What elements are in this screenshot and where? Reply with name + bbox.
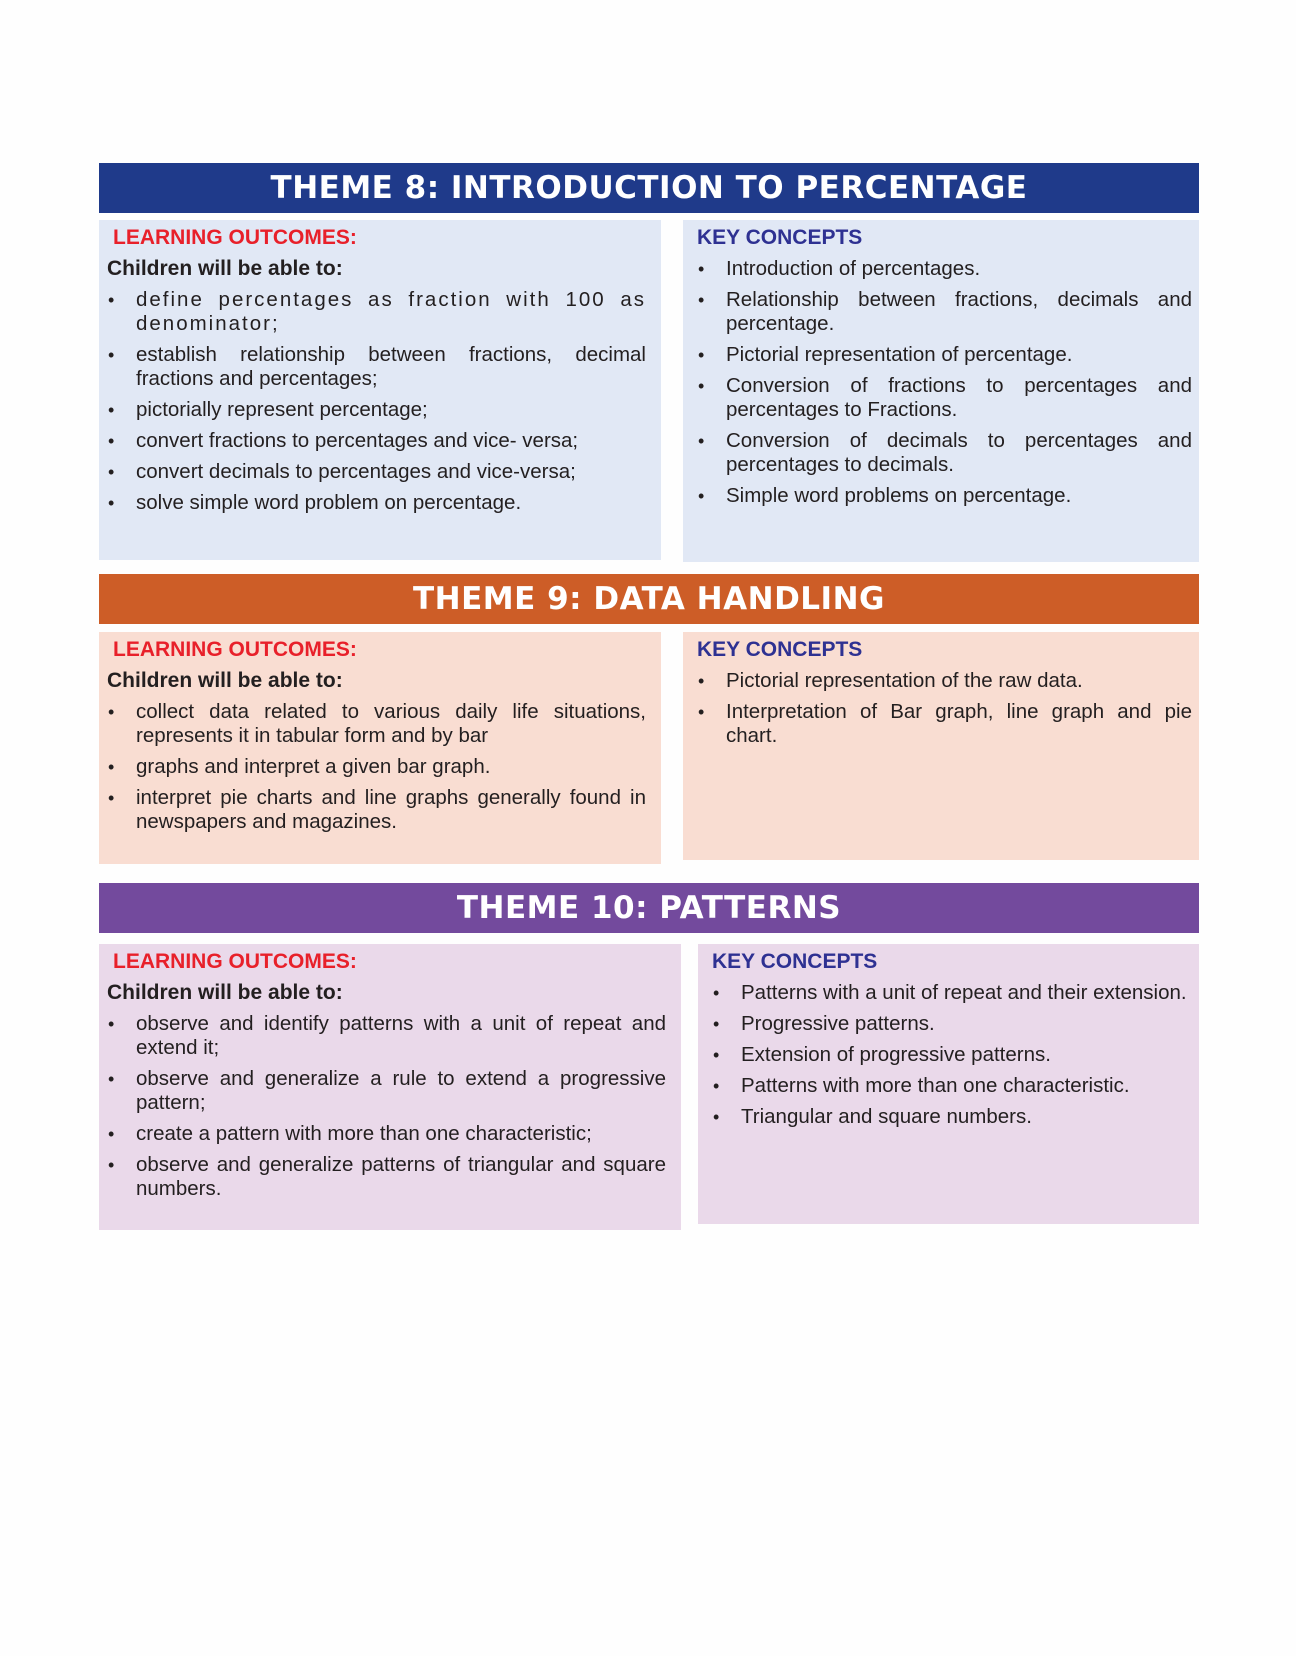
key-concepts-heading: KEY CONCEPTS (697, 226, 863, 249)
theme-10-learning-outcomes-panel (99, 944, 681, 1230)
learning-outcomes-heading: LEARNING OUTCOMES: (113, 226, 357, 249)
list-item: • Triangular and square numbers. (712, 1105, 1192, 1129)
list-item: • convert decimals to percentages and vice-versa; (107, 460, 646, 484)
list-item: • create a pattern with more than one characteristic; (107, 1122, 666, 1146)
theme-10-title: THEME 10: PATTERNS (99, 883, 1199, 933)
outcomes-list (107, 288, 646, 515)
outcomes-list (107, 1012, 666, 1201)
theme-8-learning-outcomes-panel (99, 220, 661, 560)
list-item: • observe and generalize a rule to extend a progressive pattern; (107, 1067, 666, 1115)
list-item: • establish relationship between fractions, decimal fractions and percentages; (107, 343, 646, 391)
learning-outcomes-heading: LEARNING OUTCOMES: (113, 638, 357, 661)
theme-10-section (99, 883, 1199, 1231)
list-item: • Interpretation of Bar graph, line graph and pie chart. (697, 700, 1192, 748)
outcomes-intro: Children will be able to: (107, 257, 343, 280)
list-item: • convert fractions to percentages and vice- versa; (107, 429, 646, 453)
theme-9-learning-outcomes-panel (99, 632, 661, 864)
concepts-list (712, 981, 1192, 1129)
list-item: • Simple word problems on percentage. (697, 484, 1192, 508)
theme-8-title: THEME 8: INTRODUCTION TO PERCENTAGE (99, 163, 1199, 213)
outcomes-intro: Children will be able to: (107, 981, 343, 1004)
list-item: • Pictorial representation of the raw data. (697, 669, 1192, 693)
list-item: • Patterns with a unit of repeat and their extension. (712, 981, 1192, 1005)
concepts-list (697, 669, 1192, 748)
outcomes-intro: Children will be able to: (107, 669, 343, 692)
list-item: • Pictorial representation of percentage. (697, 343, 1192, 367)
list-item: • Relationship between fractions, decimals and percentage. (697, 288, 1192, 336)
key-concepts-heading: KEY CONCEPTS (697, 638, 863, 661)
list-item: • Extension of progressive patterns. (712, 1043, 1192, 1067)
list-item: • Conversion of decimals to percentages and percentages to decimals. (697, 429, 1192, 477)
list-item: • graphs and interpret a given bar graph. (107, 755, 646, 779)
theme-9-title: THEME 9: DATA HANDLING (99, 574, 1199, 624)
list-item: • observe and generalize patterns of triangular and square numbers. (107, 1153, 666, 1201)
concepts-list (697, 257, 1192, 508)
list-item: • Patterns with more than one characteristic. (712, 1074, 1192, 1098)
key-concepts-heading: KEY CONCEPTS (712, 950, 878, 973)
theme-8-section (99, 163, 1199, 563)
list-item: • Progressive patterns. (712, 1012, 1192, 1036)
list-item: • interpret pie charts and line graphs generally found in newspapers and magazines. (107, 786, 646, 834)
theme-8-key-concepts-panel (683, 220, 1199, 562)
theme-10-key-concepts-panel (698, 944, 1199, 1224)
theme-9-key-concepts-panel (683, 632, 1199, 860)
theme-9-section (99, 574, 1199, 866)
list-item: • solve simple word problem on percentage. (107, 491, 646, 515)
learning-outcomes-heading: LEARNING OUTCOMES: (113, 950, 357, 973)
list-item: • pictorially represent percentage; (107, 398, 646, 422)
list-item: • Introduction of percentages. (697, 257, 1192, 281)
list-item: • collect data related to various daily life situations, represents it in tabular form and by bar (107, 700, 646, 748)
list-item: • define percentages as fraction with 100 as denominator; (107, 288, 646, 336)
list-item: • observe and identify patterns with a unit of repeat and extend it; (107, 1012, 666, 1060)
list-item: • Conversion of fractions to percentages and percentages to Fractions. (697, 374, 1192, 422)
outcomes-list (107, 700, 646, 834)
